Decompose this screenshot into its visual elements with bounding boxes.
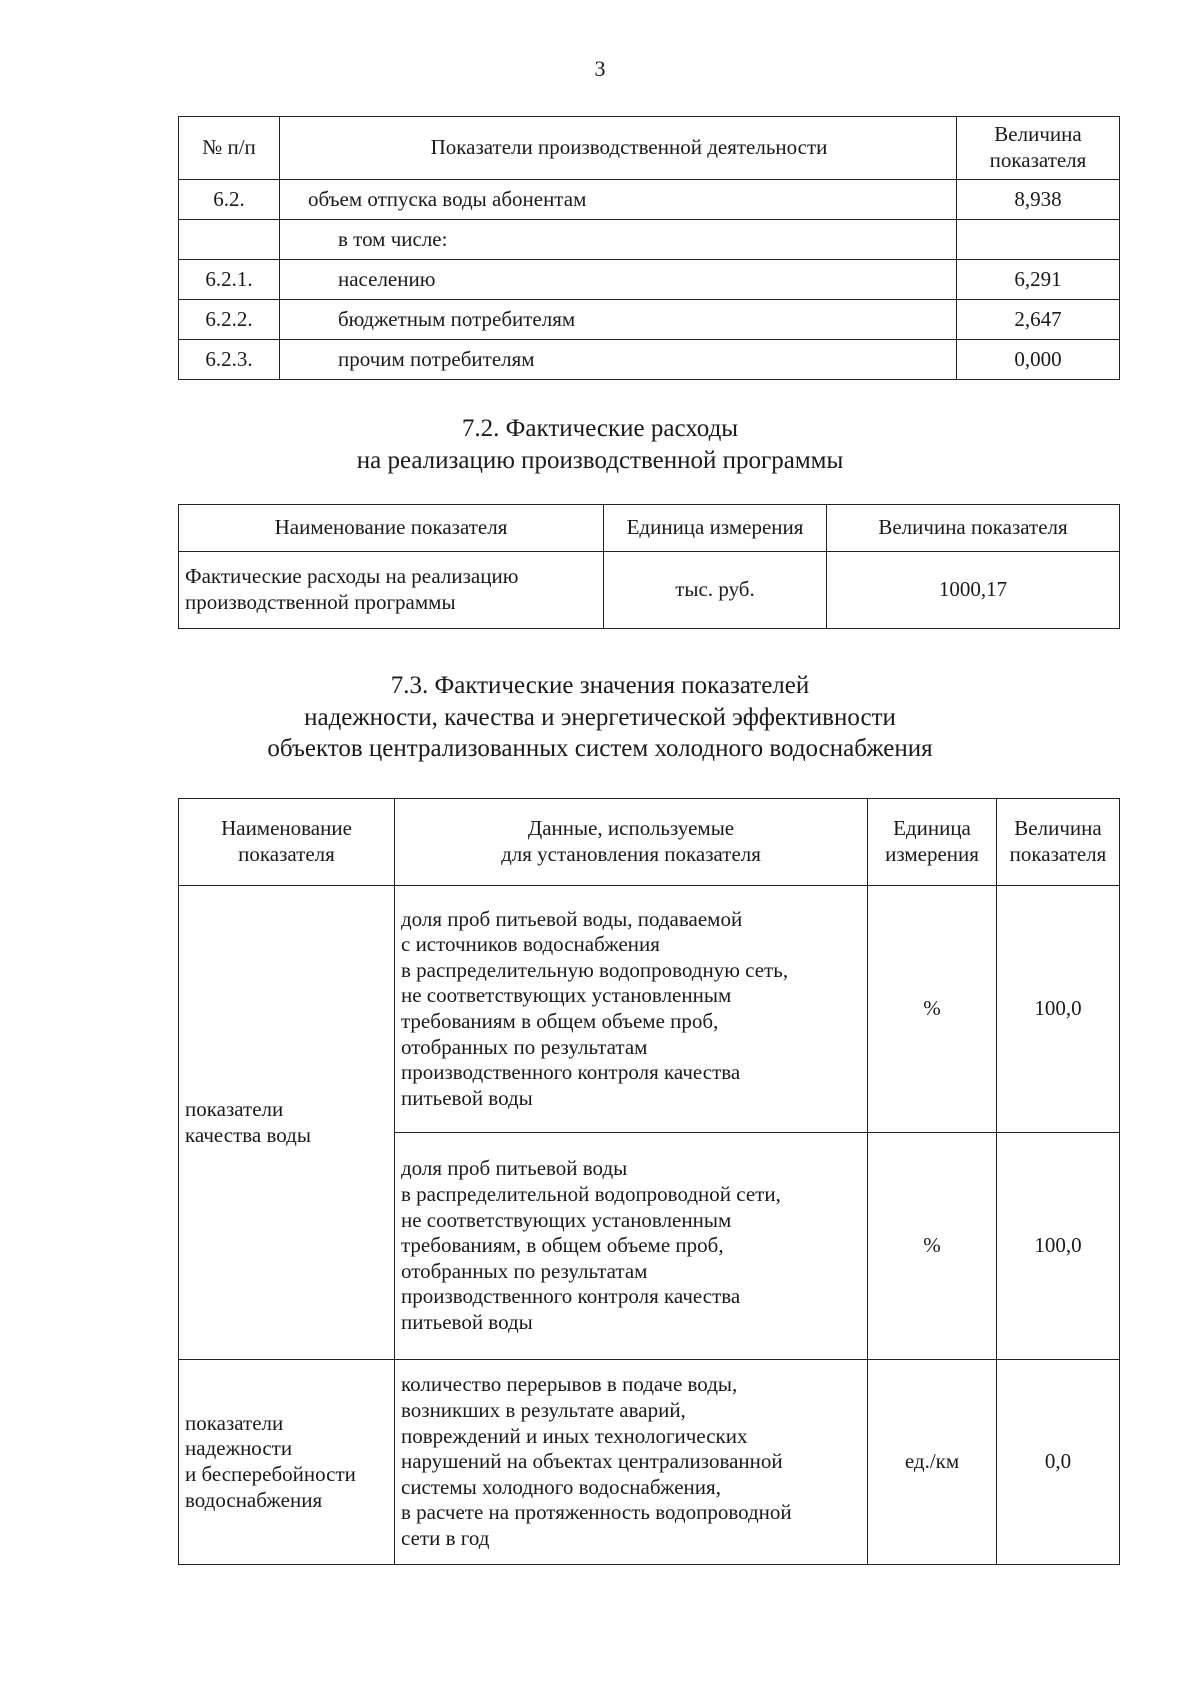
group-name-water-quality xyxy=(179,886,395,1360)
row-value: 0,000 xyxy=(957,340,1120,380)
row-num: 6.2.1. xyxy=(179,260,280,300)
section-7-3-title xyxy=(0,670,1200,765)
group-name-line: показатели xyxy=(185,1096,284,1121)
header-value xyxy=(997,799,1120,886)
data-line: требованиям, в общем объеме проб, xyxy=(401,1233,724,1258)
row-value: 1000,17 xyxy=(827,552,1120,629)
indicators-table xyxy=(178,798,1120,1565)
header-data xyxy=(395,799,868,886)
header-line: Данные, используемые xyxy=(527,816,735,841)
group-name-line: качества воды xyxy=(185,1122,311,1147)
row-value: 100,0 xyxy=(997,886,1120,1133)
data-line: доля проб питьевой воды, подаваемой xyxy=(401,906,743,931)
data-line: питьевой воды xyxy=(401,1085,533,1110)
row-indicator: объем отпуска воды абонентам xyxy=(280,180,957,220)
row-value: 8,938 xyxy=(957,180,1120,220)
data-line: нарушений на объектах централизованной xyxy=(401,1449,783,1474)
group-name-line: показатели xyxy=(185,1410,284,1435)
table-row xyxy=(179,552,1120,629)
header-value: Величина показателя xyxy=(957,117,1120,180)
row-indicator: бюджетным потребителям xyxy=(280,300,957,340)
table-row xyxy=(179,1360,1120,1565)
expenses-table xyxy=(178,504,1120,629)
header-name: Наименование показателя xyxy=(179,505,604,552)
row-name-line: Фактические расходы на реализацию xyxy=(185,564,519,589)
page-number: 3 xyxy=(594,56,606,81)
header-num: № п/п xyxy=(179,117,280,180)
table-header-row xyxy=(179,799,1120,886)
table-row xyxy=(179,260,1120,300)
data-line: производственного контроля качества xyxy=(401,1060,741,1085)
header-line: Единица xyxy=(893,816,971,841)
data-line: повреждений и иных технологических xyxy=(401,1423,748,1448)
table-row xyxy=(179,180,1120,220)
row-value xyxy=(957,220,1120,260)
data-line: доля проб питьевой воды xyxy=(401,1156,628,1181)
data-line: отобранных по результатам xyxy=(401,1034,648,1059)
table-row xyxy=(179,220,1120,260)
header-line: Величина xyxy=(1014,816,1102,841)
row-indicator: прочим потребителям xyxy=(280,340,957,380)
header-name xyxy=(179,799,395,886)
section-7-2-title xyxy=(0,413,1200,476)
row-data xyxy=(395,886,868,1133)
group-name-line: водоснабжения xyxy=(185,1487,323,1512)
data-line: с источников водоснабжения xyxy=(401,932,660,957)
header-line: измерения xyxy=(885,842,979,866)
title-line: 7.3. Фактические значения показателей xyxy=(390,672,810,699)
row-name-line: производственной программы xyxy=(185,590,456,614)
table-row xyxy=(179,340,1120,380)
group-name-reliability xyxy=(179,1360,395,1565)
title-line: на реализацию производственной программы xyxy=(356,446,844,474)
data-line: сети в год xyxy=(401,1526,490,1551)
table-row xyxy=(179,300,1120,340)
header-indicator: Показатели производственной деятельности xyxy=(280,117,957,180)
data-line: производственного контроля качества xyxy=(401,1284,741,1309)
header-line: для установления показателя xyxy=(501,842,761,866)
header-unit xyxy=(868,799,997,886)
group-name-line: и бесперебойности xyxy=(185,1462,356,1486)
data-line: питьевой воды xyxy=(401,1310,533,1335)
row-unit: % xyxy=(868,1133,997,1360)
row-num: 6.2.3. xyxy=(179,340,280,380)
row-num xyxy=(179,220,280,260)
row-data xyxy=(395,1360,868,1565)
data-line: в распределительной водопроводной сети, xyxy=(401,1181,781,1206)
title-line: 7.2. Фактические расходы xyxy=(461,415,739,442)
data-line: требованиям в общем объеме проб, xyxy=(401,1009,719,1033)
title-line: объектов централизованных систем холодного водоснабжения xyxy=(267,735,933,762)
data-line: отобранных по результатам xyxy=(401,1258,648,1283)
row-num: 6.2. xyxy=(179,180,280,220)
group-name-line: надежности xyxy=(185,1436,293,1461)
row-indicator: населению xyxy=(280,260,957,300)
row-indicator: в том числе: xyxy=(280,220,957,260)
data-line: возникших в результате аварий, xyxy=(401,1397,686,1422)
table-header-row xyxy=(179,505,1120,552)
header-unit: Единица измерения xyxy=(604,505,827,552)
production-table xyxy=(178,116,1120,380)
row-data xyxy=(395,1133,868,1360)
row-value: 100,0 xyxy=(997,1133,1120,1360)
header-line: показателя xyxy=(1009,842,1107,866)
header-line: Наименование xyxy=(221,816,352,841)
table-row xyxy=(179,886,1120,1133)
data-line: в расчете на протяженность водопроводной xyxy=(401,1500,792,1525)
row-unit: ед./км xyxy=(868,1360,997,1565)
data-line: не соответствующих установленным xyxy=(401,1207,732,1232)
row-num: 6.2.2. xyxy=(179,300,280,340)
header-line: показателя xyxy=(238,842,335,866)
row-value: 6,291 xyxy=(957,260,1120,300)
data-line: в распределительную водопроводную сеть, xyxy=(401,957,789,982)
row-value: 0,0 xyxy=(997,1360,1120,1565)
header-value: Величина показателя xyxy=(827,505,1120,552)
data-line: системы холодного водоснабжения, xyxy=(401,1474,721,1499)
row-value: 2,647 xyxy=(957,300,1120,340)
data-line: количество перерывов в подаче воды, xyxy=(401,1372,738,1397)
row-name xyxy=(179,552,604,629)
table-header-row xyxy=(179,117,1120,180)
row-unit: тыс. руб. xyxy=(604,552,827,629)
data-line: не соответствующих установленным xyxy=(401,983,732,1008)
row-unit: % xyxy=(868,886,997,1133)
title-line: надежности, качества и энергетической эффективности xyxy=(304,703,896,731)
